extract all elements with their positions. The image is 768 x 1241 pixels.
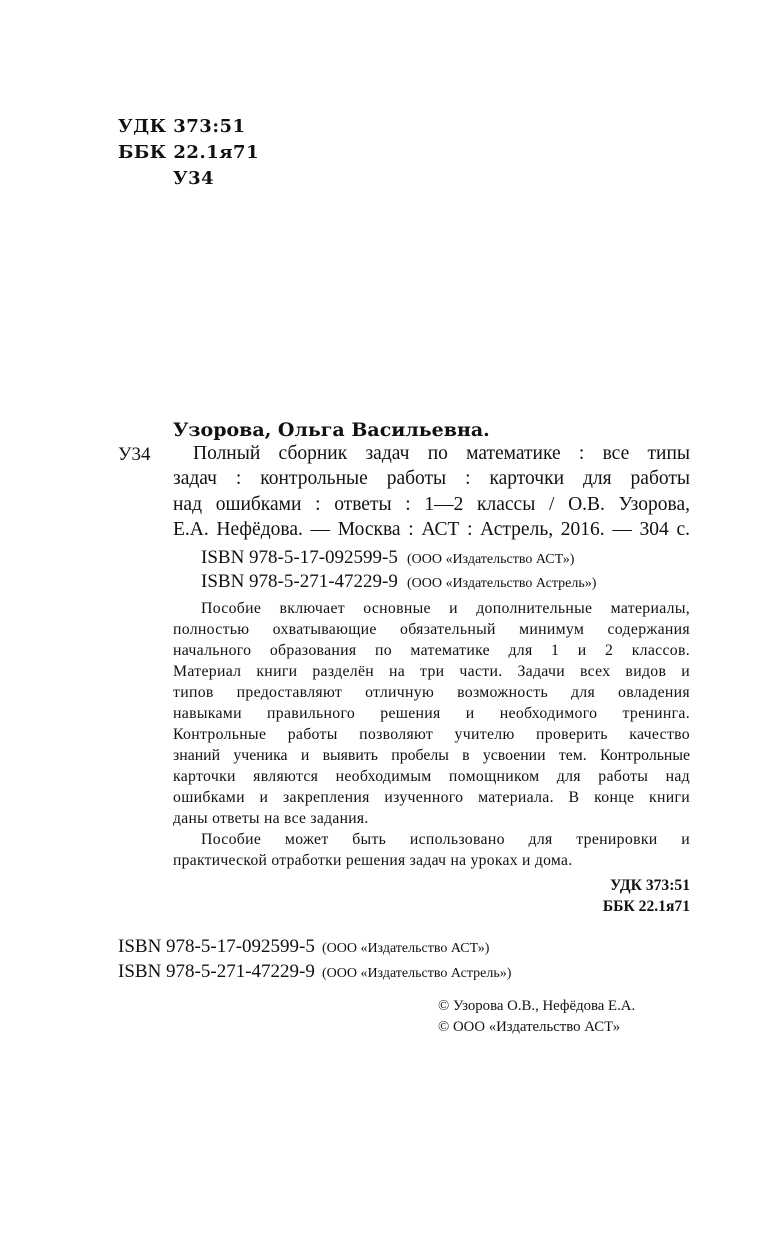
copyright-authors: © Узорова О.В., Нефёдова Е.А. — [438, 998, 636, 1014]
isbn-publisher: (ООО «Издательство Астрель») — [321, 966, 512, 981]
isbn-line-1 — [118, 936, 489, 958]
annotation-line: карточки являются необходимым помощником для работы над — [173, 768, 690, 785]
record-author-mark: У34 — [118, 444, 151, 465]
isbn-number: ISBN 978-5-271-47229-9 — [201, 571, 398, 592]
isbn-publisher: (ООО «Издательство АСТ») — [321, 941, 490, 956]
record-title-line: задач : контрольные работы : карточки для работы — [173, 468, 690, 489]
record-title-line: над ошибками : ответы : 1—2 классы / О.В. Узорова, — [173, 494, 690, 515]
annotation-line: навыками правильного решения и необходимого тренинга. — [173, 705, 690, 722]
isbn-publisher: (ООО «Издательство АСТ») — [406, 552, 575, 567]
isbn-line-2 — [118, 961, 511, 983]
isbn-publisher: (ООО «Издательство Астрель») — [406, 576, 597, 591]
record-title-line: Полный сборник задач по математике : все типы — [193, 443, 690, 464]
header-author-mark: У34 — [173, 168, 215, 189]
annotation-line: Контрольные работы позволяют учителю проверить качество — [173, 726, 690, 743]
record-isbn-2 — [201, 571, 596, 593]
annotation-line: практической отработки решения задач на уроках и дома. — [173, 852, 573, 869]
isbn-number: ISBN 978-5-271-47229-9 — [118, 961, 315, 982]
header-bbk: ББК 22.1я71 — [118, 142, 260, 163]
annotation-line: полностью охватывающие обязательный минимум содержания — [173, 621, 690, 638]
isbn-number: ISBN 978-5-17-092599-5 — [118, 936, 315, 957]
record-title-line: Е.А. Нефёдова. — Москва : АСТ : Астрель, 2016. — 304 с. — [173, 519, 690, 540]
annotation-line: Пособие может быть использовано для тренировки и — [201, 831, 690, 848]
record-author: Узорова, Ольга Васильевна. — [173, 419, 490, 441]
annotation-line: начального образования по математике для 1 и 2 классов. — [173, 642, 690, 659]
record-udk: УДК 373:51 — [610, 877, 690, 894]
annotation-line: знаний ученика и выявить пробелы в усвоении тем. Контрольные — [173, 747, 690, 764]
annotation-line: даны ответы на все задания. — [173, 810, 369, 827]
annotation-line: Материал книги разделён на три части. Задачи всех видов и — [173, 663, 690, 680]
header-udk: УДК 373:51 — [118, 116, 246, 137]
isbn-number: ISBN 978-5-17-092599-5 — [201, 547, 398, 568]
annotation-line: ошибками и закрепления изученного материала. В конце книги — [173, 789, 690, 806]
record-isbn-1 — [201, 547, 574, 569]
annotation-line: типов предоставляют отличную возможность для овладения — [173, 684, 690, 701]
record-bbk: ББК 22.1я71 — [602, 898, 690, 915]
annotation-line: Пособие включает основные и дополнительные материалы, — [201, 600, 690, 617]
copyright-publisher: © ООО «Издательство АСТ» — [438, 1019, 621, 1035]
